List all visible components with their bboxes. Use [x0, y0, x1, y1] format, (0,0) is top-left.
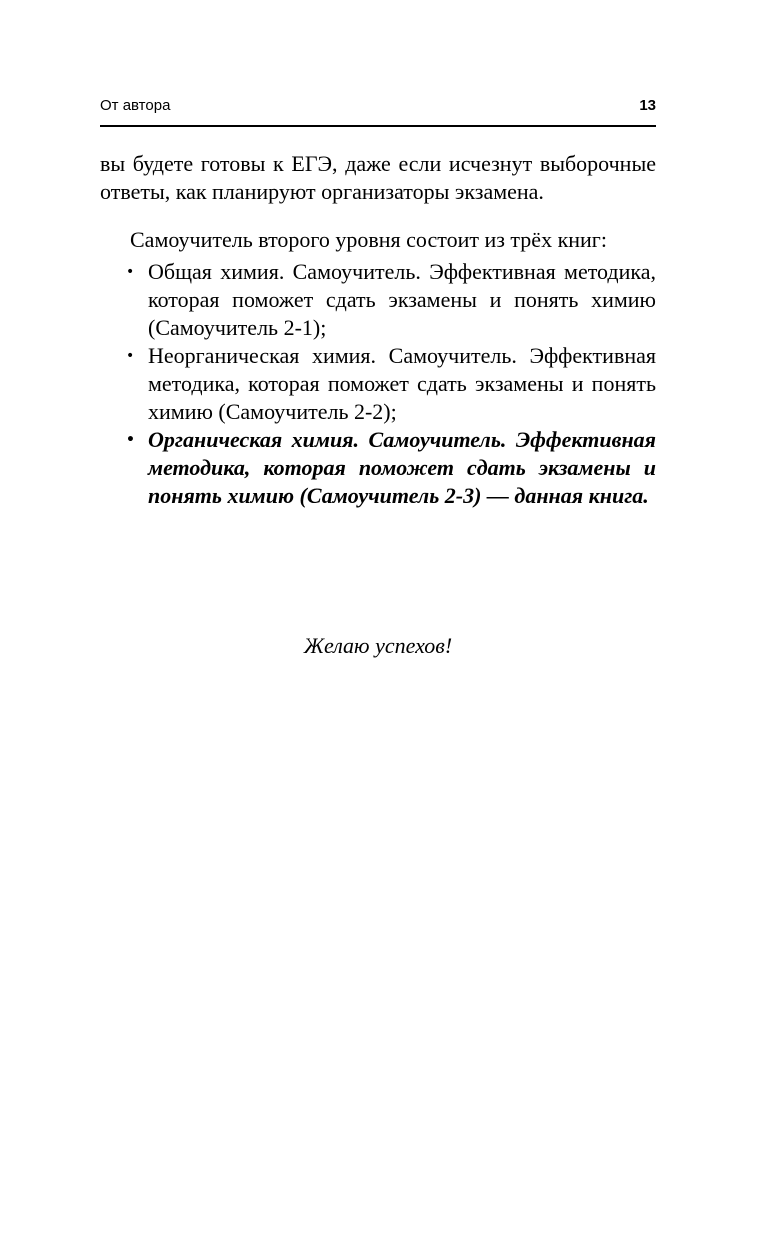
book-list — [100, 258, 656, 510]
bullet-icon: • — [126, 432, 135, 448]
list-item — [100, 342, 656, 426]
running-head-section: От автора — [100, 97, 171, 114]
running-head — [100, 97, 656, 119]
closing-wish: Желаю успехов! — [303, 633, 453, 658]
list-item-current-book — [100, 426, 656, 510]
paragraph-continuation: вы будете готовы к ЕГЭ, даже если исчезнут выборочные ответы, как планируют организаторы экзамена. — [100, 151, 656, 204]
list-item — [100, 258, 656, 342]
header-divider — [100, 125, 656, 127]
list-item-text: Неорганическая химия. Самоучитель. Эффективная методика, которая поможет сдать экзамены и понять химию (Самоучитель 2-2); — [148, 343, 656, 424]
list-item-text: Общая химия. Самоучитель. Эффективная методика, которая поможет сдать экзамены и понять химию (Самоучитель 2-1); — [148, 259, 656, 340]
bullet-icon: • — [126, 264, 135, 280]
paragraph-intro: Самоучитель второго уровня состоит из трёх книг: — [130, 227, 607, 252]
list-item-text: Органическая химия. Самоучитель. Эффективная методика, которая поможет сдать экзамены и понять химию (Самоучитель 2-3) — данная книга. — [148, 427, 656, 508]
bullet-icon: • — [126, 348, 135, 364]
book-page — [100, 0, 656, 1240]
body-text — [100, 150, 656, 510]
page-number: 13 — [639, 97, 656, 114]
